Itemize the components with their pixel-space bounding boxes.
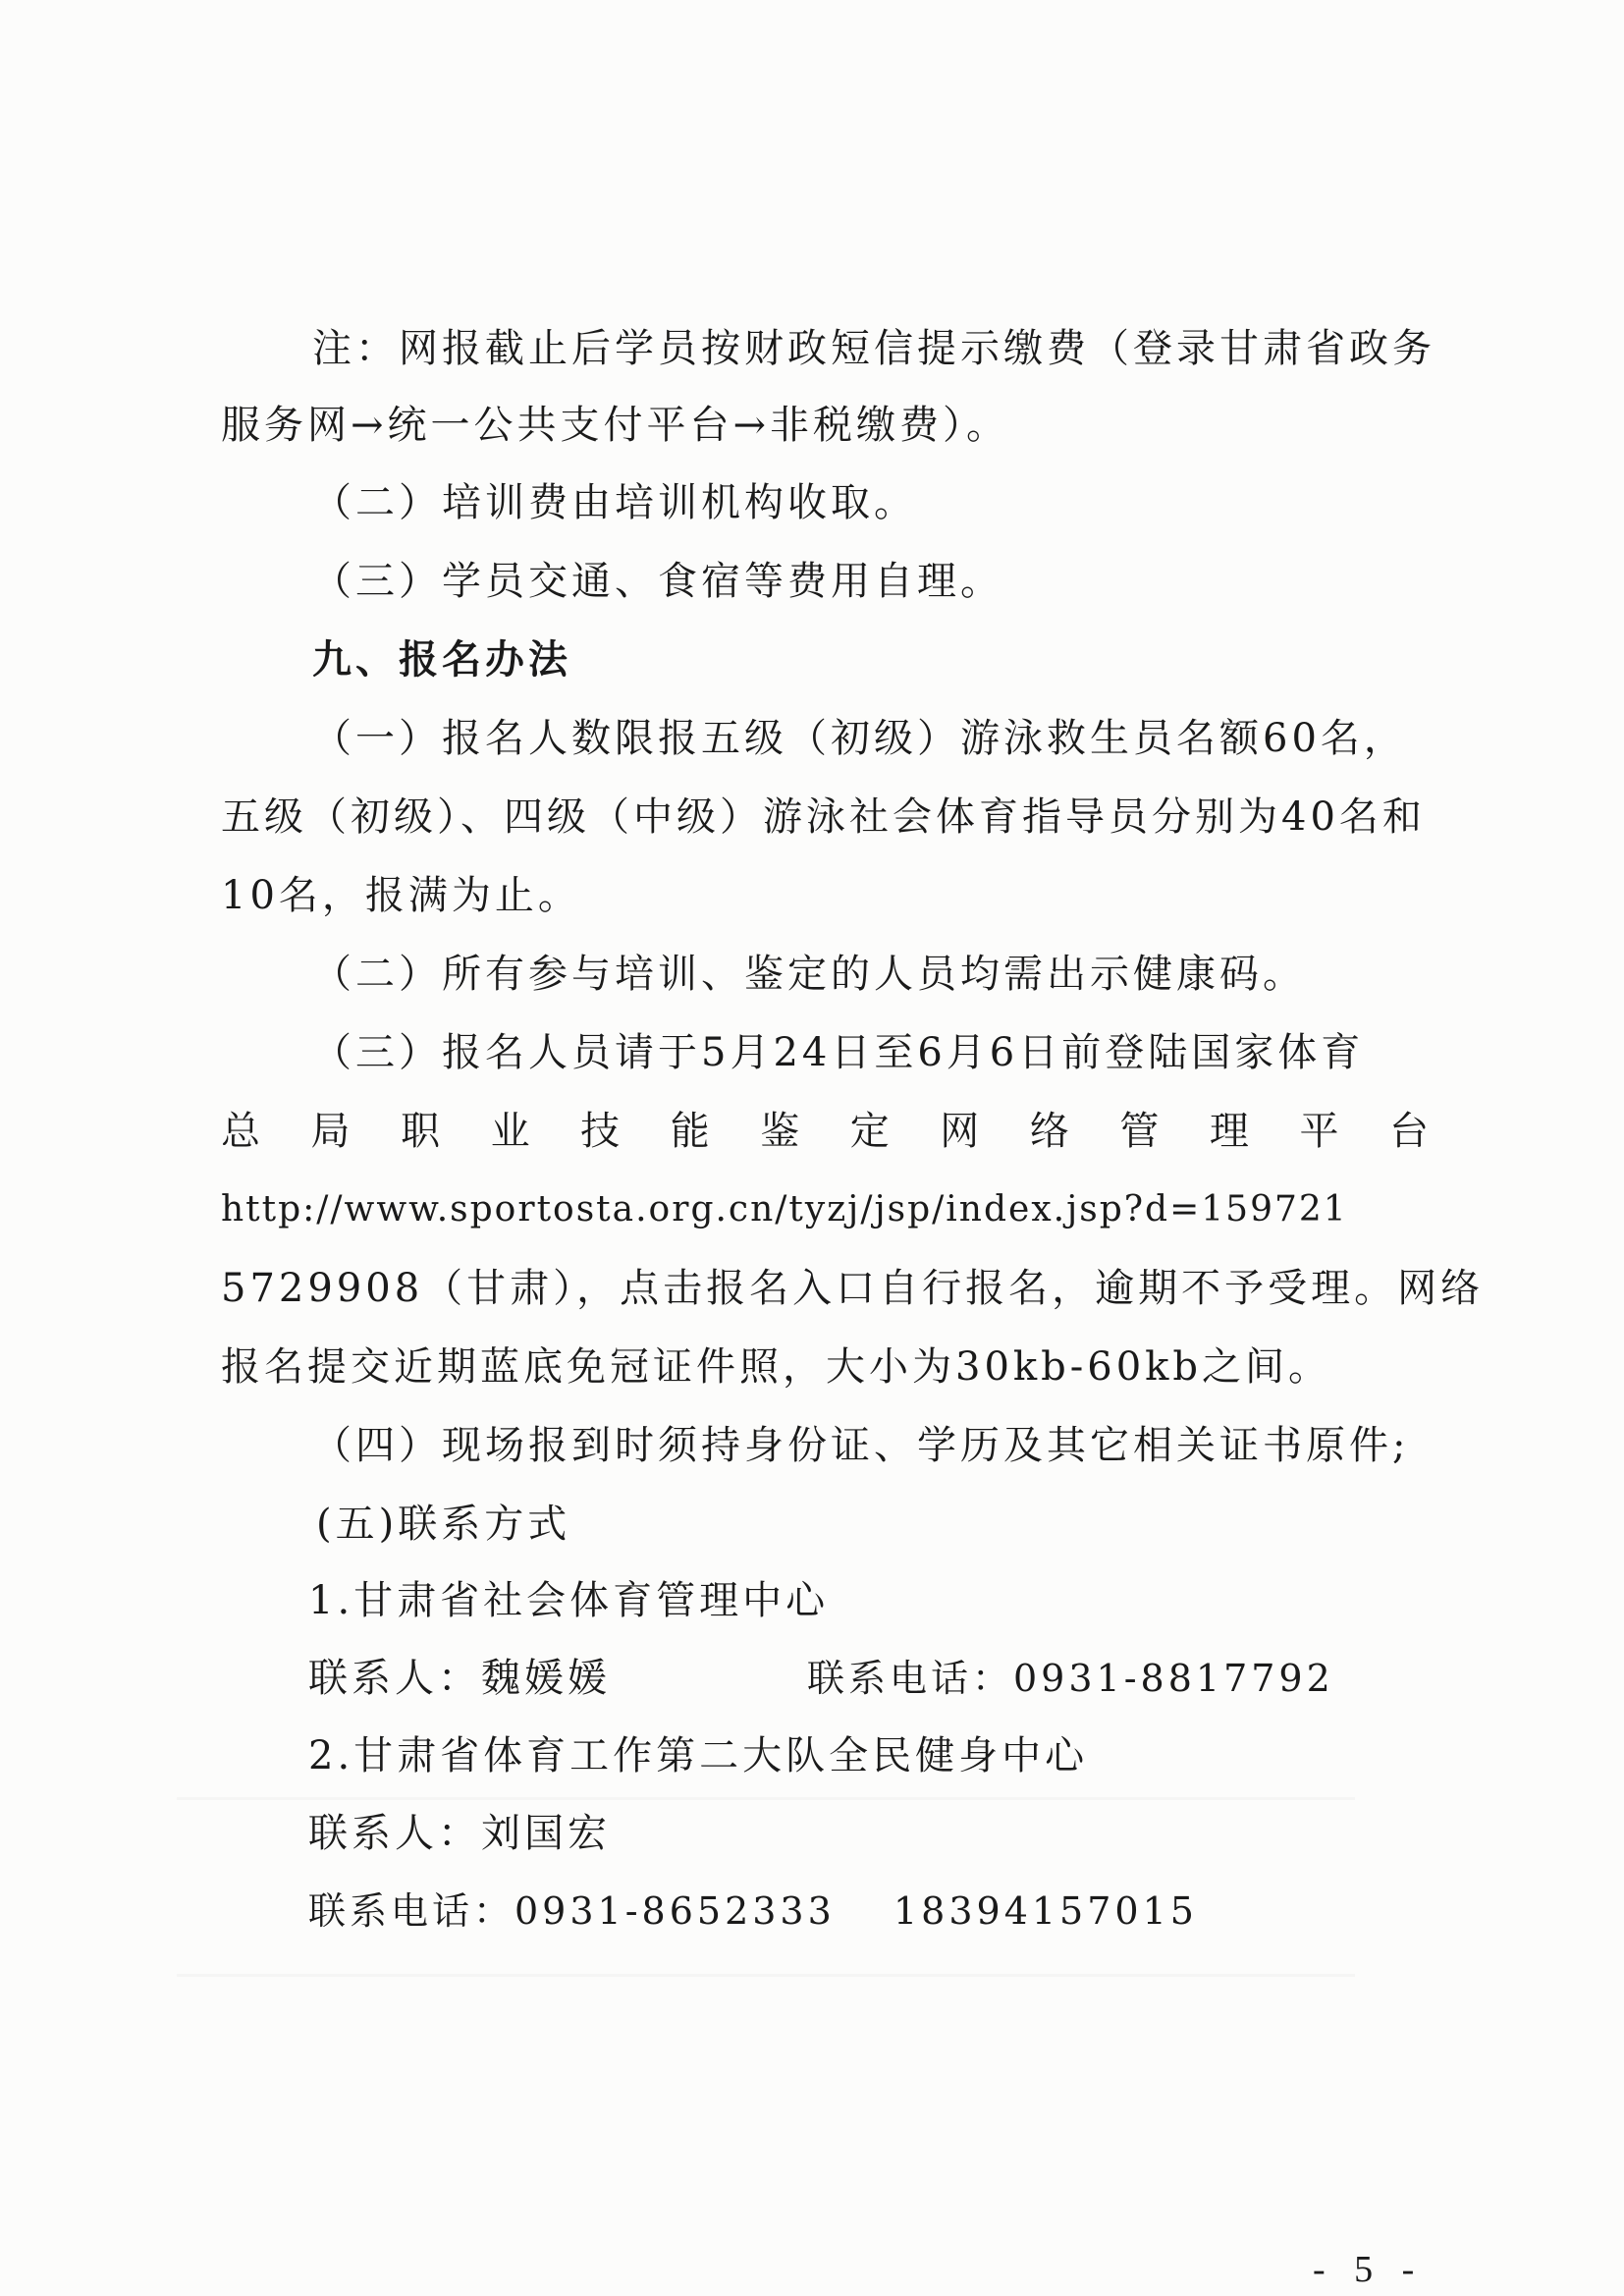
reg-item-2: （二）所有参与培训、鉴定的人员均需出示健康码。 — [312, 952, 1306, 997]
note-line-1: 注：网报截止后学员按财政短信提示缴费（登录甘肃省政务 — [312, 326, 1435, 371]
fee-item-2: （二）培训费由培训机构收取。 — [312, 480, 917, 525]
reg-item-1-line-1: （一）报名人数限报五级（初级）游泳救生员名额60名， — [312, 716, 1407, 761]
contact-heading: (五)联系方式 — [316, 1502, 571, 1547]
page-number: - 5 - — [1313, 2249, 1425, 2290]
contact-phone-1: 联系电话：0931-8817792 — [807, 1657, 1334, 1700]
bleed-through-shade — [177, 1797, 1355, 1800]
reg-item-1-line-3: 10名，报满为止。 — [221, 873, 581, 918]
registration-url: http://www.sportosta.org.cn/tyzj/jsp/index.jsp?d=159721 — [221, 1189, 1348, 1230]
contact-person-1: 联系人：魏媛媛 — [308, 1656, 611, 1701]
fee-item-3: （三）学员交通、食宿等费用自理。 — [312, 559, 1003, 604]
reg-item-4: （四）现场报到时须持身份证、学历及其它相关证书原件; — [312, 1423, 1410, 1468]
reg-item-3-line-1: （三）报名人员请于5月24日至6月6日前登陆国家体育 — [312, 1030, 1365, 1075]
note-line-2: 服务网→统一公共支付平台→非税缴费）。 — [221, 403, 1010, 448]
reg-item-1-line-2: 五级（初级）、四级（中级）游泳社会体育指导员分别为40名和 — [221, 794, 1426, 840]
section-heading: 九、报名办法 — [312, 636, 571, 683]
reg-item-3-line-2: 总局职业技能鉴定网络管理平台 — [221, 1109, 1429, 1154]
reg-item-3-line-4: 5729908（甘肃），点击报名入口自行报名，逾期不予受理。网络 — [221, 1266, 1485, 1311]
contact-phone-2: 联系电话：0931-8652333 — [308, 1889, 836, 1933]
contact-phone-2-mobile: 18394157015 — [893, 1889, 1198, 1933]
bleed-through-shade — [177, 1974, 1355, 1977]
contact-org-1: 1.甘肃省社会体育管理中心 — [308, 1578, 830, 1623]
reg-item-3-line-5: 报名提交近期蓝底免冠证件照，大小为30kb-60kb之间。 — [221, 1344, 1331, 1390]
contact-person-2: 联系人：刘国宏 — [308, 1811, 611, 1856]
contact-org-2: 2.甘肃省体育工作第二大队全民健身中心 — [308, 1733, 1089, 1778]
